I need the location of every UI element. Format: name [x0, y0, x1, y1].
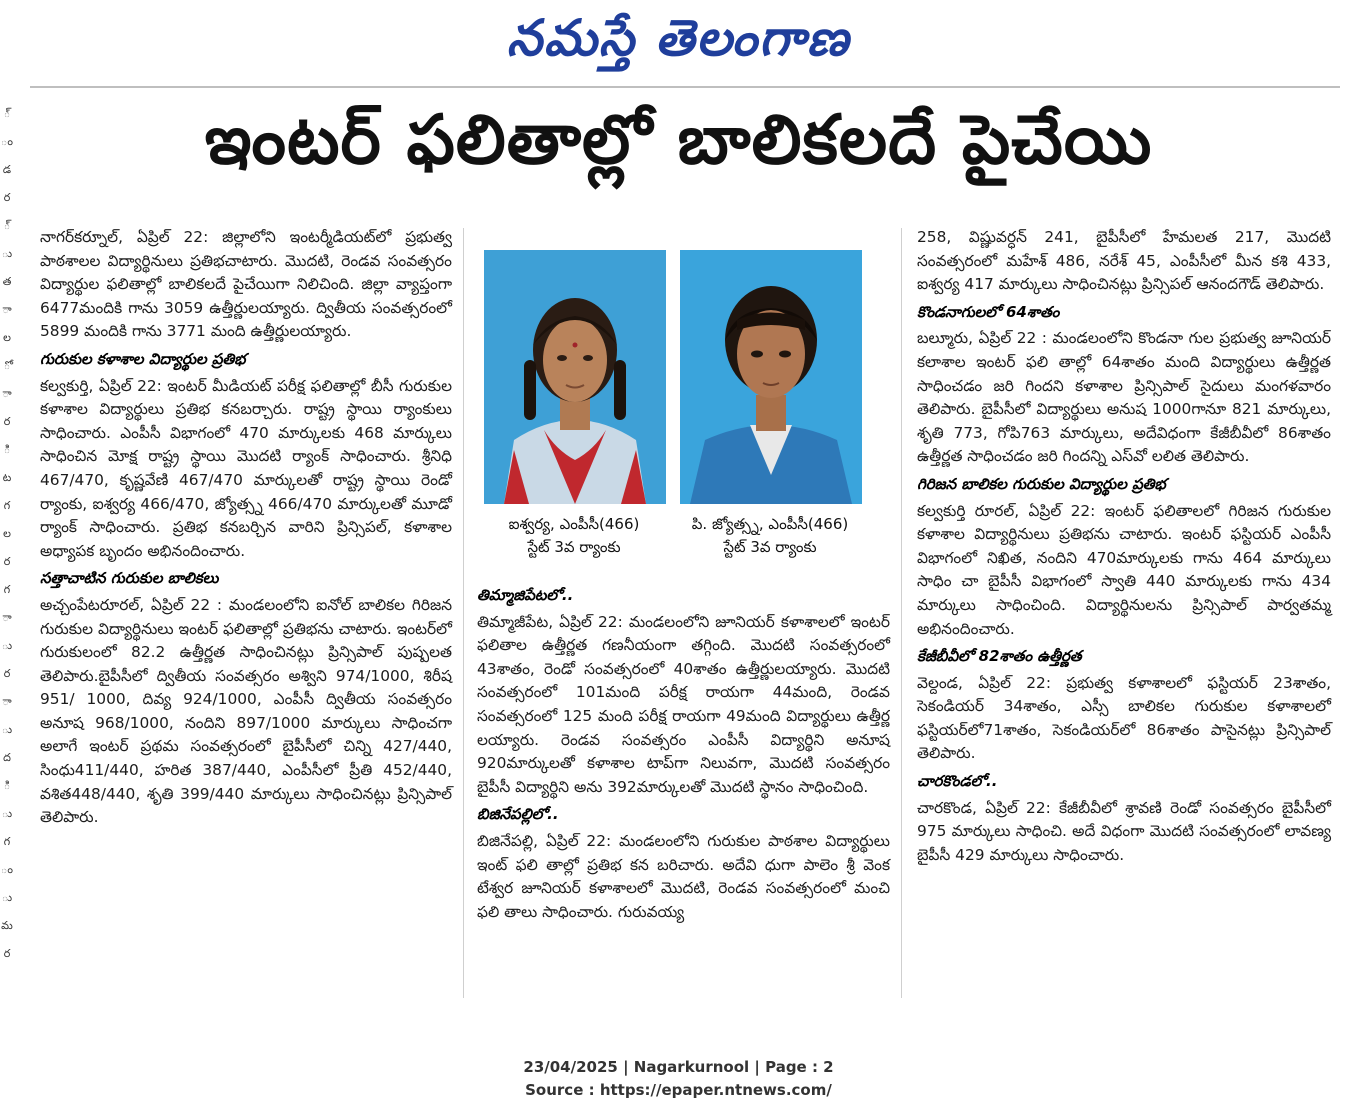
photo-caption [670, 513, 870, 559]
paragraph: చారకొండ, ఏప్రిల్ 22: కేజీబీవీలో శ్రావణి రెండో సంవత్సరం బైపీసీలో 975 మార్కులు సాధించి. అదే విధంగా మొదటి సంవత్సరంలో లావణ్య బైపీసీ 429 మార్కులు సాధించారు. [917, 798, 1331, 864]
subheading: గురుకుల కళాశాల విద్యార్థుల ప్రతిభ [40, 349, 246, 368]
adjacent-column-fragment: ్ ం డ ర ్ ు త ా ల ో ా ర ి ట గ ల ర గ ా ు ర ా ు ద ి ు గ ం ు మ ర [1, 107, 13, 960]
article-column-2 [477, 580, 890, 924]
caption-line: స్టేట్ 3వ ర్యాంకు [527, 538, 621, 556]
paragraph: వెల్దండ, ఏప్రిల్ 22: ప్రభుత్వ కళాశాలలో ఫస్టియర్ 23శాతం, సెకండియర్ 34శాతం, ఎస్సీ బాలికల గురుకుల కళాశాలలో ఫస్టియర్‌లో71శాతం, సెకండియర్‌లో 86శాతం పాసైనట్లు ప్రిన్సిపాల్ తెలిపారు. [917, 673, 1331, 763]
article-column-1 [40, 226, 452, 830]
caption-line: ఐశ్వర్య, ఎంపీసీ(466) [508, 515, 640, 533]
subheading: కొండనాగులలో 64శాతం [917, 302, 1060, 321]
photo-caption [474, 513, 674, 559]
paragraph: కల్వకుర్తి, ఏప్రిల్ 22: ఇంటర్ మీడియట్ పరీక్ష ఫలితాల్లో బీసీ గురుకుల కళాశాల విద్యార్థులు ప్రతిభ కనబర్చారు. రాష్ట్ర స్థాయి ర్యాంకులు సాధించారు. ఎంపీసీ విభాగంలో 470 మార్కులకు 468 మార్కులు సాధించిన మోక్ష రాష్ట్ర స్థాయి మొదటి ర్యాంక్ సాధించారు. శ్రీనిధి 467/470, కృష్ణవేణి 467/470 మార్కులతో రాష్ట్ర స్థాయి రెండో ర్యాంకు, ఐశ్వర్య 466/470, జ్యోత్స్న 466/470 మార్కులతో మూడో ర్యాంక్ సాధించారు. ప్రతిభ కనబర్చిన వారిని ప్రిన్సిపల్, కళాశాల అధ్యాపక బృందం అభినందించారు. [40, 376, 452, 560]
paragraph: నాగర్‌కర్నూల్, ఏప్రిల్ 22: జిల్లాలోని ఇంటర్మీడియట్‌లో ప్రభుత్వ పాఠశాలల విద్యార్థినులు ప్రతిభచాటారు. మొదటి, రెండవ సంవత్సరం విద్యార్థుల ఫలితాల్లో బాలికలదే పైచేయిగా నిలిచింది. జిల్లా వ్యాప్తంగా 6477మందికి గాను 3059 ఉత్తీర్ణులయ్యారు. ద్వితీయ సంవత్సరంలో 5899 మందికి గాను 3771 మంది ఉత్తీర్ణులయ్యారు. [40, 228, 452, 341]
paragraph: బల్మూరు, ఏప్రిల్ 22 : మండలంలోని కొండనా గుల ప్రభుత్వ జూనియర్ కలాశాల ఇంటర్ ఫలి తాల్లో 64శాతం మంది విద్యార్థులు ఉత్తీర్ణత సాధించడం జరి గిందని కళాశాల ప్రిన్సిపాల్ సైదులు మంగళవారం తెలిపారు. బైపీసీలో విద్యార్థులు అనుష 1000గానూ 821 మార్కులు, శృతి 773, గోపి763 మార్కులు, అదేవిధంగా కేజీబీవీలో 86శాతం ఉత్తీర్ణత సాధించడం జరి గిందన్ని ఎస్‌వో లలిత తెలిపారు. [917, 329, 1331, 466]
paragraph: కల్వకుర్తి రూరల్, ఏప్రిల్ 22: ఇంటర్ ఫలితాలలో గిరిజన గురుకుల కళాశాల విద్యార్థినులు ప్రతిభను చాటారు. ఇంటర్ ఫస్టియర్ ఎంపీసీ విభాగంలో నిఖిత, నందిని 470మార్కులకు గాను 464 మార్కులు సాధిం చా బైపీసీ విభాగంలో స్వాతి 440 మార్కులకు గాను 434 మార్కులు సాధించింది. విద్యార్థినులను ప్రిన్సిపాల్ పార్వతమ్మ అభినందించారు. [917, 501, 1331, 638]
subheading: గిరిజన బాలికల గురుకుల విద్యార్థుల ప్రతిభ [917, 474, 1166, 493]
masthead-logo [0, 8, 1357, 78]
masthead-divider [30, 86, 1340, 88]
source-link[interactable]: Source : https://epaper.ntnews.com/ [525, 1081, 832, 1099]
article-column-3 [917, 226, 1331, 867]
subheading: చారకొండలో.. [917, 772, 998, 791]
subheading: తిమ్మాజిపేటలో.. [477, 586, 574, 604]
column-rule [463, 228, 464, 998]
caption-line: స్టేట్ 3వ ర్యాంకు [723, 538, 817, 556]
paragraph: అచ్చంపేటరూరల్, ఏప్రిల్ 22 : మండలంలోని ఐనోల్ బాలికల గిరిజన గురుకుల విద్యార్థినులు ఇంటర్ ఫలితాల్లో ప్రతిభను చాటారు. ఇంటర్‌లో గురుకులంలో 82.2 ఉత్తీర్ణత సాధించినట్లు ప్రిన్సిపాల్ పుష్పలత తెలిపారు.బైపీసీలో ద్వితీయ సంవత్సరం అశ్విని 974/1000, శిరీష 951/ 1000, దివ్య 924/1000, ఎంపీసీ ద్వితీయ సంవత్సరం అనూష 968/1000, నందిని 897/1000 మార్కులు సాధించగా అలాగే ఇంటర్ ప్రథమ సంవత్సరంలో బైపీసీలో చిన్ని 427/440, సింధు411/440, హరిత 387/440, ఎంపీసీలో ప్రీతి 452/440, వశిత448/440, శృతి 399/440 మార్కులు సాధించినట్లు ప్రిన్సిపాల్ తెలిపారు. [40, 595, 452, 827]
paragraph: 258, విష్ణువర్ధన్ 241, బైపీసీలో హేమలత 217, మొదటి సంవత్సరంలో మహేశ్ 486, నరేశ్ 45, ఎంపీసీలో మీన కశి 433, ఐశ్వర్య 417 మార్కులు సాధించినట్లు ప్రిన్సిపల్ ఆనందగౌడ్ తెలిపారు. [917, 228, 1331, 294]
paragraph: తిమ్మాజీపేట, ఏప్రిల్ 22: మండలంలోని జూనియర్ కళాశాలలో ఇంటర్ ఫలితాల ఉత్తీర్ణత గణనీయంగా తగ్గింది. మొదటి సంవత్సరంలో 43శాతం, రెండో సంవత్సరంలో 40శాతం ఉత్తీర్ణులయ్యారు. మొదటి సంవత్సరంలో 101మంది పరీక్ష రాయగా 44మంది, రెండవ సంవత్సరంలో 125 మంది పరీక్ష రాయగా 49మంది విద్యార్థులు ఉత్తీర్ణ లయ్యారు. రెండవ సంవత్సరం ఎంపీసీ విద్యార్థిని అనూష 920మార్కులతో కళాశాల టాప్‌గా నిలువగా, మొదటి సంవత్సరం బైపీసీ విద్యార్థిని అను 392మార్కులతో మొదటి స్థానం సాధించింది. [477, 612, 890, 796]
headline: ఇంటర్ ఫలితాల్లో బాలికలదే పైచేయి [204, 100, 1153, 180]
subheading: కేజీబీవీలో 82శాతం ఉత్తీర్ణత [917, 647, 1082, 666]
edition-info: 23/04/2025 | Nagarkurnool | Page : 2 [523, 1058, 834, 1076]
student-photo-jyothsna [680, 250, 862, 504]
page-footer [0, 1056, 1357, 1102]
masthead-title: నమస్తే తెలంగాణ [506, 8, 851, 67]
caption-line: పి. జ్యోత్స్న, ఎంపీసీ(466) [691, 515, 849, 533]
subheading: సత్తాచాటిన గురుకుల బాలికలు [40, 569, 219, 588]
paragraph: బిజినేపల్లి, ఏప్రిల్ 22: మండలంలోని గురుకుల పాఠశాల విద్యార్థులు ఇంట్ ఫలి తాల్లో ప్రతిభ కన బరిచారు. అదేవి ధుగా పాలెం శ్రీ వెంక టేశ్వర జూనియర్ కళాశాలలో మొదటి, రెండవ సంవత్సరంలో మంచి ఫలి తాలు సాధించారు. గురువయ్య [477, 831, 890, 921]
student-photo-aishwarya [484, 250, 666, 504]
column-rule [901, 228, 902, 998]
subheading: బిజినేపల్లిలో.. [477, 805, 559, 824]
